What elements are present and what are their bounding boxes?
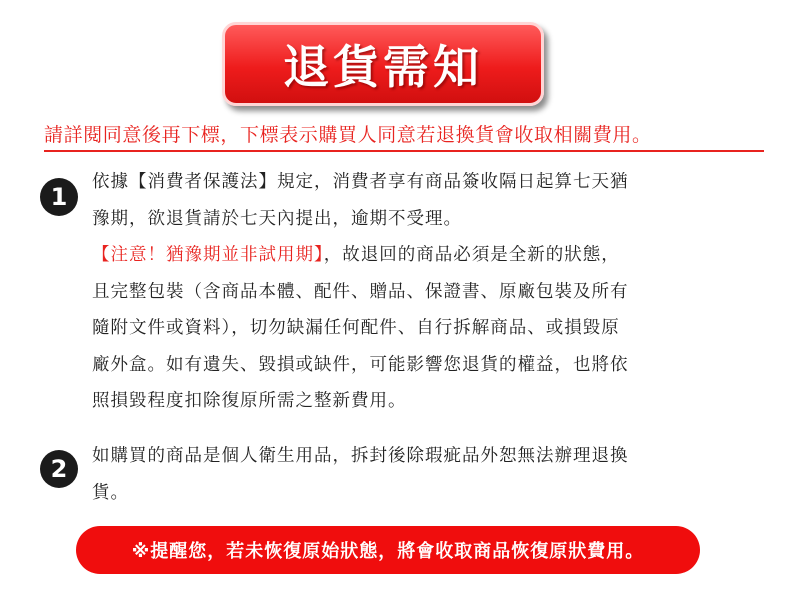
- item-1-line-6: 廠外盒。如有遺失、毀損或缺件，可能影響您退貨的權益，也將依: [92, 354, 629, 375]
- footer-reminder-text: ※提醒您，若未恢復原始狀態，將會收取商品恢復原狀費用。: [131, 541, 645, 562]
- number-badge-2: 2: [40, 450, 78, 488]
- item-1-text: [92, 164, 712, 420]
- item-2-line-1: 如購買的商品是個人衛生用品，拆封後除瑕疵品外恕無法辦理退換: [92, 446, 629, 466]
- item-1-line-7: 照損毀程度扣除復原所需之整新費用。: [92, 391, 407, 411]
- footer-reminder-bar: [76, 526, 700, 574]
- item-1-line-4: 且完整包裝（含商品本體、配件、贈品、保證書、原廠包裝及所有: [92, 281, 629, 302]
- item-2-text: [92, 438, 712, 511]
- item-1-line-3: [92, 237, 712, 274]
- item-1-line-1: 依據【消費者保護法】規定，消費者享有商品簽收隔日起算七天猶: [92, 172, 629, 192]
- number-badge-1: 1: [40, 178, 78, 216]
- item-2-line-2: 貨。: [92, 482, 129, 503]
- item-1-after-highlight: ，故退回的商品必須是全新的狀態，: [323, 245, 620, 265]
- item-1-line-5: 隨附文件或資料），切勿缺漏任何配件、自行拆解商品、或損毀原: [92, 318, 620, 338]
- item-1-highlight: 【注意！猶豫期並非試用期】: [92, 245, 324, 265]
- title-badge: [222, 22, 544, 106]
- item-1-line-2: 豫期，欲退貨請於七天內提出，逾期不受理。: [92, 208, 462, 229]
- page-title: 退貨需知: [283, 40, 483, 94]
- notice-text: 請詳閱同意後再下標，下標表示購買人同意若退換貨會收取相關費用。: [44, 120, 764, 152]
